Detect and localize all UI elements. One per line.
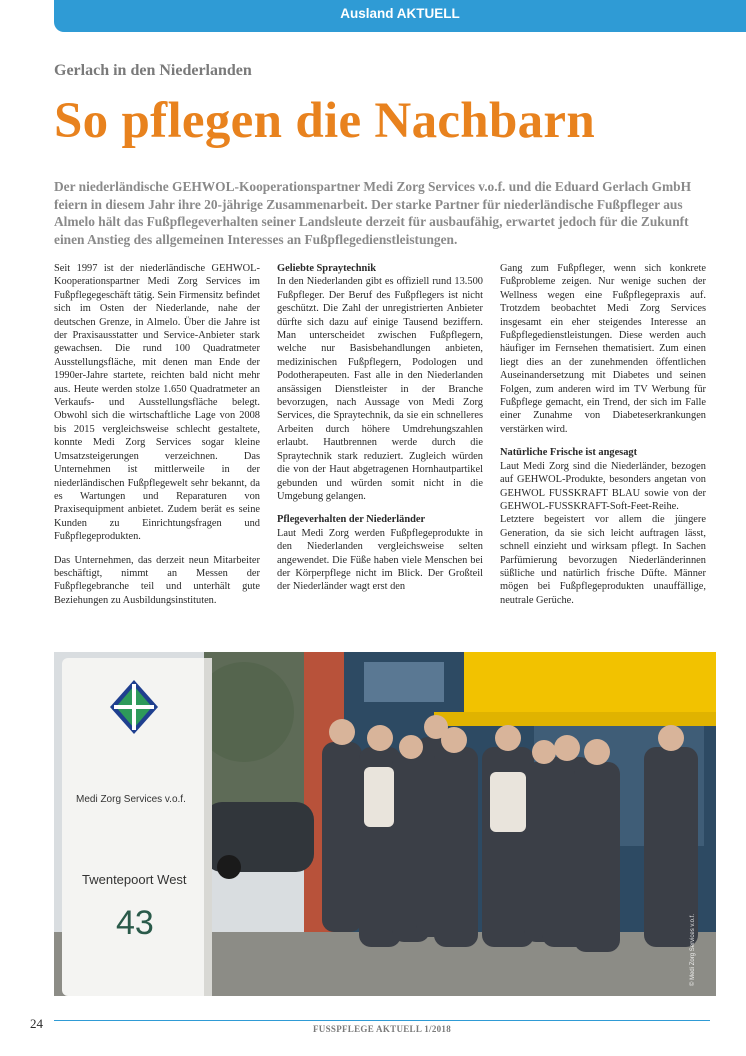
paragraph: Laut Medi Zorg werden Fußpflegeprodukte in den Niederlanden vergleichsweise selten angewendet. Die Füße haben viele Menschen bei der Körperpflege nicht im Blick. Der Großteil der Niederländer wagt erst den (277, 527, 483, 593)
subheading: Pflegeverhalten der Niederländer (277, 514, 426, 526)
article-kicker: Gerlach in den Niederlanden (54, 62, 252, 79)
text-column-1 (54, 262, 260, 607)
section-banner (54, 0, 746, 32)
footer-rule (54, 1020, 710, 1021)
paragraph: In den Niederlanden gibt es offiziell rund 13.500 Fußpfleger. Der Beruf des Fußpflegers ist nicht geschützt. Die Zahl der unregistrierten Anbieter dürfte sich dazu auf einige Tausend beziffern. Man unterscheidet zwischen Fußpflegern, welche nur Basisbehandlungen anbieten, medizinischen Fußpflegern, Podologen und Podotherapeuten. Fast alle in den Niederlanden ansässigen Dienstleister in der Branche bevorzugen, nach Aussage von Medi Zorg Services, die Spraytechnik, da sie ein schnelleres Arbeiten durch höhere Umdrehungszahlen erlaubt. Hautbrennen werde durch die Spraytechnik stark reduziert. Zugleich würden die von der Haut abgetragenen Hornhautpartikel gebunden und würden somit nicht in die Umgebung gelangen. (277, 276, 483, 502)
paragraph: Seit 1997 ist der niederländische GEHWOL-Kooperationspartner Medi Zorg Services im Fußpflegegeschäft tätig. Sein Firmensitz befindet sich im Osten der Niederlande, nahe der deutschen Grenze, in Almelo. Über die Jahre ist der Praxisausstatter und Service-Anbieter stark gewachsen. Die rund 100 Quadratmeter Ausstellungsfläche, mit denen man Ende der 1990er-Jahre startete, reichten bald nicht mehr aus. Heute werden stolze 1.650 Quadratmeter an Verkaufs- und Ausstellungsfläche belegt. Obwohl sich die wirtschaftliche Lage von 2008 bis 2015 vergleichsweise schlecht gestaltete, konnte Medi Zorg Services sogar kleine Umsatzsteigerungen verzeichnen. Das Unternehmen ist mittlerweile in der niederländischen Fußpflegewelt sehr bekannt, da es Wartungen und Reparaturen von Praxisequipment anbietet. Zudem berät es seine Kunden zu Einrichtungsfragen und Fußpflegeprodukten. (54, 263, 260, 543)
subheading: Natürliche Frische ist angesagt (500, 447, 638, 459)
team-photo (54, 652, 716, 996)
sign-street: Twentepoort West (82, 872, 187, 887)
text-column-3 (500, 262, 706, 607)
article-title: So pflegen die Nachbarn (54, 93, 596, 149)
paragraph: Laut Medi Zorg sind die Niederländer, bezogen auf GEHWOL-Produkte, besonders angetan von GEHWOL FUSSKRAFT BLAU sowie von der GEHWOL-FUSSKRAFT-Soft-Feet-Reihe. Letztere begeistert vor allem die jüngere Generation, da sie sich leicht auftragen lässt, schnell einzieht und wirksam pflegt. In Sachen Parfümierung bevorzugen Niederländerinnen süßliche und natürlich frische Düfte. Männer mögen bei Fußpflegeprodukten unauffällige, neutrale Gerüche. (500, 460, 706, 606)
subheading: Geliebte Spraytechnik (277, 263, 376, 274)
magazine-footer: FUSSPFLEGE AKTUELL 1/2018 (312, 1024, 452, 1034)
section-label: Ausland AKTUELL (340, 6, 460, 21)
photo-credit: © Medi Zorg Services v.o.f. (690, 914, 696, 986)
sign-company: Medi Zorg Services v.o.f. (76, 794, 186, 805)
paragraph: Gang zum Fußpfleger, wenn sich konkrete Fußprobleme zeigen. Nur wenige suchen der Wellness wegen eine Fußpflegepraxis auf. Trotzdem beobachtet Medi Zorg Services insgesamt ein eher steigendes Interesse an Fußpflegedienstleistungen. Diese werden auch häufiger im Fernsehen thematisiert. Zum einen liegt dies an der zunehmenden öffentlichen Auseinandersetzung mit Diabetes und seinen Folgen, zum anderen wird im TV Werbung für Fußpflege gemacht, ein Trend, der sich im Falle einer Zunahme von Diabeteserkrankungen verstärken wird. (500, 263, 706, 435)
paragraph: Das Unternehmen, das derzeit neun Mitarbeiter beschäftigt, nimmt an Messen der Fußpflegebranche teil und unterhält gute Beziehungen zu Ausbildungsinstituten. (54, 554, 260, 606)
page-number: 24 (30, 1016, 43, 1031)
sign-number: 43 (116, 904, 154, 942)
article-lead: Der niederländische GEHWOL-Kooperationspartner Medi Zorg Services v.o.f. und die Eduard Gerlach GmbH feiern in diesem Jahr ihre 20-jährige Zusammenarbeit. Der starke Partner für niederländische Fußpfleger aus Almelo hält das Fußpflegeverhalten seiner Landsleute derzeit für ausbaufähig, erwartet jedoch für die Zukunft einen Anstieg des allgemeinen Interesses an Fußpflegedienstleistungen. (54, 179, 692, 247)
text-column-2 (277, 262, 483, 594)
